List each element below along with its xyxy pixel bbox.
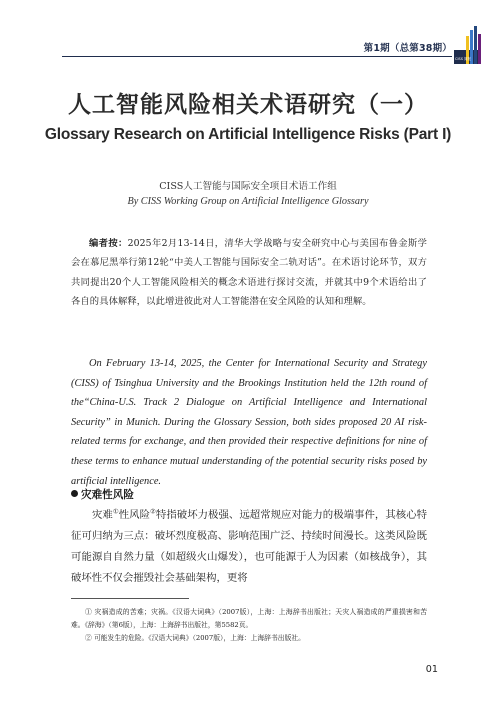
journal-logo xyxy=(454,24,482,64)
footnote-ref-2[interactable]: ② xyxy=(150,507,156,516)
logo-bar xyxy=(478,34,481,64)
editor-note-text: 2025年2月13-14日，清华大学战略与安全研究中心与美国布鲁金斯学会在慕尼黑举行第12轮“中美人工智能与国际安全二轨对话”。在术语讨论环节，双方共同提出20个人工智能风险相关的概念术语进行探讨交流，并就其中9个术语给出了各自的具体解释，以此增进彼此对人工智能潜在安全风险的认知和理解。 xyxy=(71,238,427,308)
editor-note-en: On February 13-14, 2025, the Center for International Security and Strategy (CISS) of Tsinghua University and the Brookings Institution held the 12th round of the“China-U.S. Track 2 Dialogue on Artificial Intelligence and International Security” in Munich. During the Glossary Session, both sides proposed 20 AI risk-related terms for exchange, and then provided their respective definitions for nine of these terms to enhance mutual understanding of the potential security risks posed by artificial intelligence. xyxy=(71,358,427,487)
author-cn: CISS人工智能与国际安全项目术语工作组 xyxy=(159,181,337,192)
paragraph-text: 灾难 xyxy=(92,509,113,521)
logo-bar xyxy=(474,26,477,64)
paragraph-text: 特指破坏力极强、远超常规应对能力的极端事件，其核心特征可归纳为三点：破坏烈度极高、影响范围广泛、持续时间漫长。这类风险既可能源自自然力量（如超级火山爆发），也可能源于人为因素（如核战争），其破坏性不仅会摧毁社会基础架构，更将 xyxy=(71,509,428,584)
page-title-cn: 人工智能风险相关术语研究（一） xyxy=(68,91,428,118)
page-number: 01 xyxy=(425,664,438,675)
footnotes xyxy=(71,606,427,645)
footnote-2: ② 可能发生的危险。《汉语大词典》（2007版），上海：上海辞书出版社。 xyxy=(85,634,305,642)
section-heading xyxy=(71,487,134,502)
footnote-ref-1[interactable]: ① xyxy=(112,507,119,516)
bullet-icon xyxy=(71,490,78,497)
author-en: By CISS Working Group on Artificial Intelligence Glossary xyxy=(127,196,369,207)
issue-label: 第1期（总第38期） xyxy=(363,43,452,54)
footnote-rule xyxy=(71,598,189,599)
page-title-en: Glossary Research on Artificial Intelligence Risks (Part I) xyxy=(44,126,452,143)
header-rule xyxy=(62,56,452,57)
paragraph-text: 性风险 xyxy=(118,509,151,521)
section-heading-text: 灾难性风险 xyxy=(81,489,134,501)
footnote-1: ① 灾祸造成的苦难；灾祸。《汉语大词典》（2007版），上海：上海辞书出版社；天灾人祸造成的严重损害和苦难。《辞海》（第6版），上海：上海辞书出版社，第5582页。 xyxy=(71,608,427,629)
section-paragraph xyxy=(71,505,427,589)
editor-note-label: 编者按： xyxy=(89,238,128,249)
logo-text: CISS 简报 xyxy=(455,56,472,61)
editor-note-cn xyxy=(71,234,427,312)
